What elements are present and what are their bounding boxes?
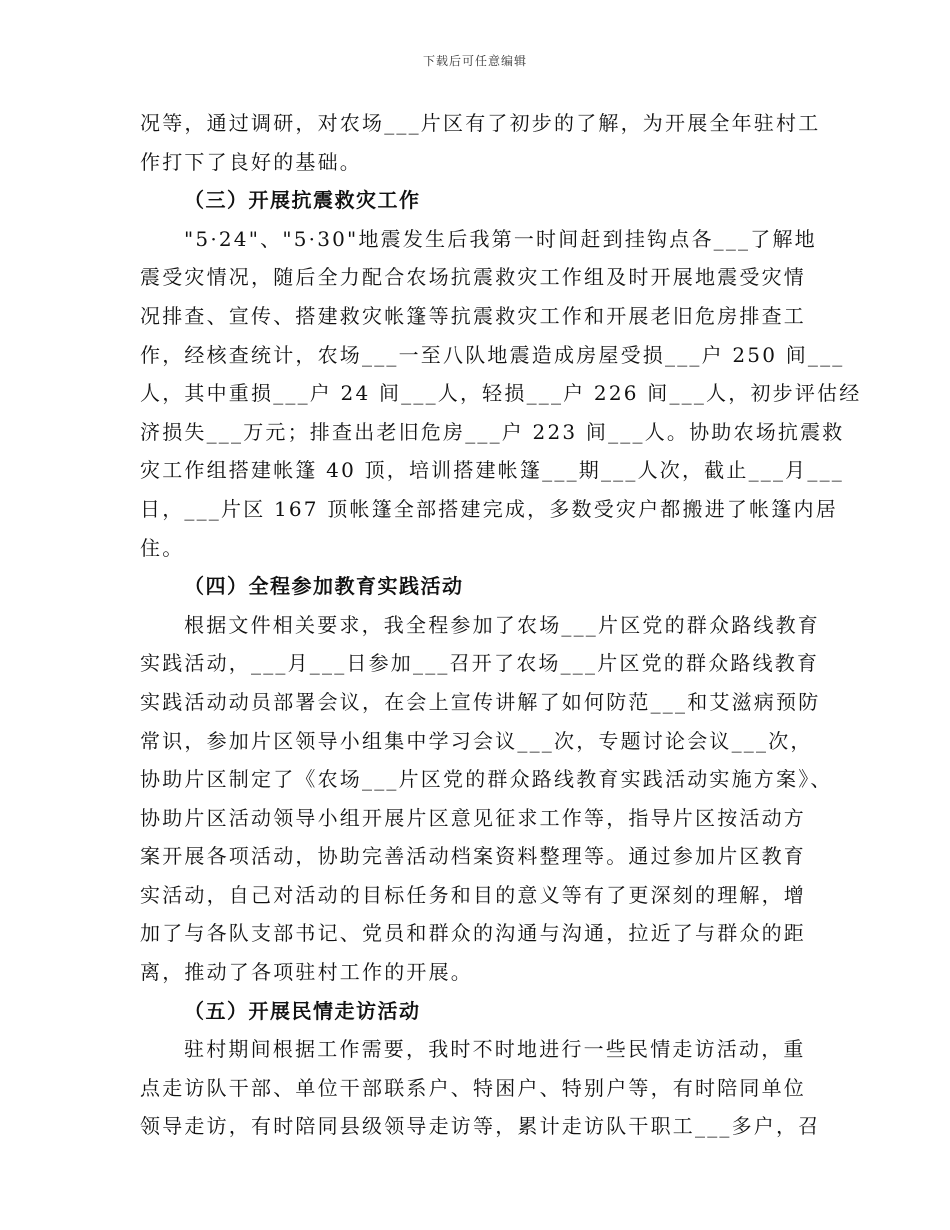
paragraph-line: 作打下了良好的基础。 [140, 149, 362, 174]
paragraph-line: 实活动，自己对活动的目标任务和目的意义等有了更深刻的理解，增 [140, 882, 806, 907]
paragraph-line: 作，经核查统计，农场___一至八队地震造成房屋受损___户 250 间___ [140, 342, 845, 367]
paragraph-line: 协助片区制定了《农场___片区党的群众路线教育实践活动实施方案》、 [140, 767, 833, 792]
section-heading: （三）开展抗震救灾工作 [184, 188, 421, 213]
paragraph-line: 实践活动，___月___日参加___召开了农场___片区党的群众路线教育 [140, 651, 820, 676]
page-header: 下载后可任意编辑 [422, 54, 527, 68]
paragraph-line: 常识，参加片区领导小组集中学习会议___次，专题讨论会议___次， [140, 728, 813, 753]
section-heading: （四）全程参加教育实践活动 [184, 574, 464, 599]
paragraph-line: 日，___片区 167 顶帐篷全部搭建完成，多数受灾户都搬进了帐篷内居 [140, 496, 838, 521]
section-heading: （五）开展民情走访活动 [184, 998, 421, 1023]
paragraph-line: 况等，通过调研，对农场___片区有了初步的了解，为开展全年驻村工 [140, 111, 821, 135]
paragraph-line: 实践活动动员部署会议，在会上宣传讲解了如何防范___和艾滋病预防 [140, 689, 821, 714]
paragraph-line: 点走访队干部、单位干部联系户、特困户、特别户等，有时陪同单位 [140, 1075, 806, 1100]
paragraph-line: 领导走访，有时陪同县级领导走访等，累计走访队干职工___多户，召 [140, 1114, 821, 1139]
paragraph-line: 离，推动了各项驻村工作的开展。 [140, 960, 473, 985]
paragraph-line: 案开展各项活动，协助完善活动档案资料整理等。通过参加片区教育 [140, 844, 806, 869]
document-body [140, 104, 862, 1146]
paragraph-line: 况排查、宣传、搭建救灾帐篷等抗震救灾工作和开展老旧危房排查工 [140, 303, 806, 328]
paragraph-line: 灾工作组搭建帐篷 40 顶，培训搭建帐篷___期___人次，截止___月___ [140, 458, 844, 483]
paragraph-line: "5·24"、"5·30"地震发生后我第一时间赶到挂钩点各___了解地 [184, 226, 817, 251]
paragraph-line: 人，其中重损___户 24 间___人，轻损___户 226 间___人，初步评估经 [140, 381, 862, 406]
paragraph-line: 协助片区活动领导小组开展片区意见征求工作等，指导片区按活动方 [140, 805, 806, 830]
paragraph-line: 根据文件相关要求，我全程参加了农场___片区党的群众路线教育 [184, 612, 820, 637]
paragraph-line: 住。 [140, 535, 185, 560]
paragraph-line: 驻村期间根据工作需要，我时不时地进行一些民情走访活动，重 [184, 1037, 806, 1062]
paragraph-line: 震受灾情况，随后全力配合农场抗震救灾工作组及时开展地震受灾情 [140, 265, 806, 290]
paragraph-line: 济损失___万元；排查出老旧危房___户 223 间___人。协助农场抗震救 [140, 419, 845, 444]
paragraph-line: 加了与各队支部书记、党员和群众的沟通与沟通，拉近了与群众的距 [140, 921, 806, 946]
